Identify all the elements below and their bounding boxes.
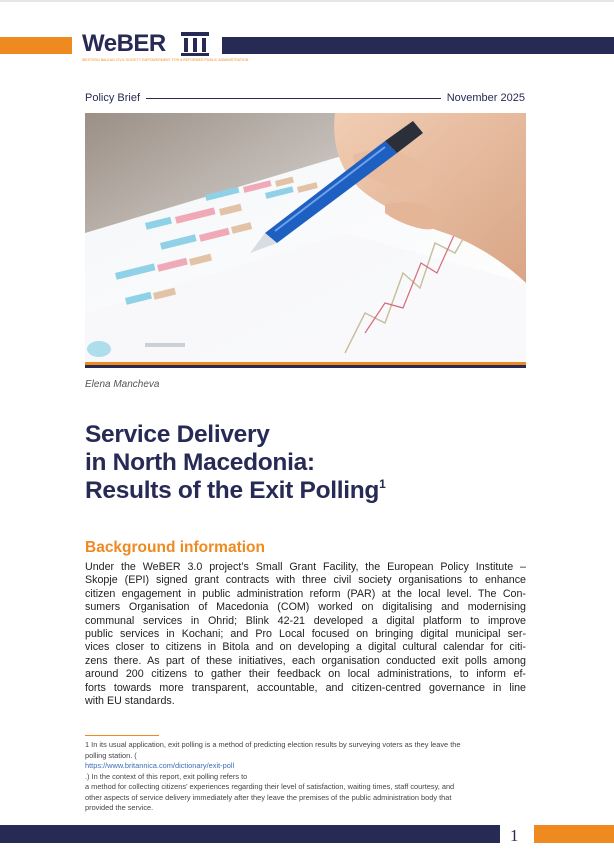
footnote-line: provided the service. bbox=[85, 803, 154, 812]
title-line-3-text: Results of the Exit Polling bbox=[85, 477, 380, 504]
logo-text: WeBER bbox=[82, 30, 166, 57]
body-line: Skopje (EPI) signed grant contracts with three civil society organisations to enhance bbox=[85, 574, 526, 587]
footnote-line: other aspects of service delivery immediately after they leave the premises of the public administration body that bbox=[85, 792, 452, 802]
title-line-2: in North Macedonia: bbox=[85, 449, 315, 476]
meta-divider bbox=[146, 98, 441, 99]
author-name: Elena Mancheva bbox=[85, 379, 160, 390]
photo-accent-navy bbox=[85, 365, 526, 368]
body-line: citizen engagement in public administration reform (PAR) at the local level. The Con- bbox=[85, 587, 526, 600]
body-line: sumers Organisation of Macedonia (COM) worked on digitalising and modernising bbox=[85, 601, 526, 614]
header-accent-bar-right bbox=[222, 37, 614, 54]
header-accent-bar-left bbox=[0, 37, 72, 54]
body-line: Under the WeBER 3.0 project’s Small Grant Facility, the European Policy Institute – bbox=[85, 561, 526, 573]
body-line: around 200 citizens to gather their feedback on local administrations, to inform ef- bbox=[85, 668, 526, 681]
section-heading: Background information bbox=[85, 539, 265, 556]
meta-line bbox=[85, 90, 525, 106]
cover-photo bbox=[85, 113, 526, 362]
body-line: forts towards more transparent, accountable, and citizen-centred governance in line bbox=[85, 681, 526, 694]
footnote-text: polling station. ( bbox=[85, 750, 137, 760]
footnote-line: 1 In its usual application, exit polling is a method of predicting election results by surveying voters as they leave the bbox=[85, 740, 461, 749]
institution-building-icon bbox=[180, 31, 210, 57]
footnote bbox=[85, 740, 526, 814]
body-line: with EU standards. bbox=[85, 695, 175, 708]
footnote-text: .) In the context of this report, exit polling refers to bbox=[85, 771, 248, 781]
title-line-1: Service Delivery bbox=[85, 421, 270, 448]
publication-date: November 2025 bbox=[446, 92, 525, 104]
footnote-line bbox=[85, 751, 526, 783]
title-line-3 bbox=[85, 477, 525, 505]
footnote-line: a method for collecting citizens’ experiences regarding their level of satisfaction, waiting times, staff courtesy, and bbox=[85, 782, 455, 791]
page-title bbox=[85, 421, 525, 505]
body-line: zens there. As part of these initiatives, each organisation conducted exit polls among bbox=[85, 654, 526, 667]
footer-bar-orange bbox=[534, 825, 614, 843]
weber-logo bbox=[82, 26, 249, 66]
footnote-divider bbox=[85, 735, 159, 736]
footnote-link[interactable]: https://www.britannica.com/dictionary/exit-poll bbox=[85, 761, 235, 770]
page-number: 1 bbox=[510, 826, 519, 845]
body-paragraph bbox=[85, 561, 526, 708]
body-line: vices closer to citizens in Bitola and on developing a digital cultural calendar for citi- bbox=[85, 641, 526, 654]
footer-bar-navy bbox=[0, 825, 500, 843]
footnote-reference[interactable]: 1 bbox=[379, 477, 386, 491]
document-type: Policy Brief bbox=[85, 92, 141, 104]
body-line: public services in Kochani; and Pro Local focused on bringing digital municipal ser- bbox=[85, 628, 526, 641]
logo-tagline: WESTERN BALKAN CIVIL SOCIETY EMPOWERMENT FOR A REFORMED PUBLIC ADMINISTRATION bbox=[82, 58, 249, 62]
body-line: communal services in Ohrid; Blink 42-21 developed a digital platform to improve bbox=[85, 614, 526, 627]
top-rule bbox=[0, 0, 614, 2]
